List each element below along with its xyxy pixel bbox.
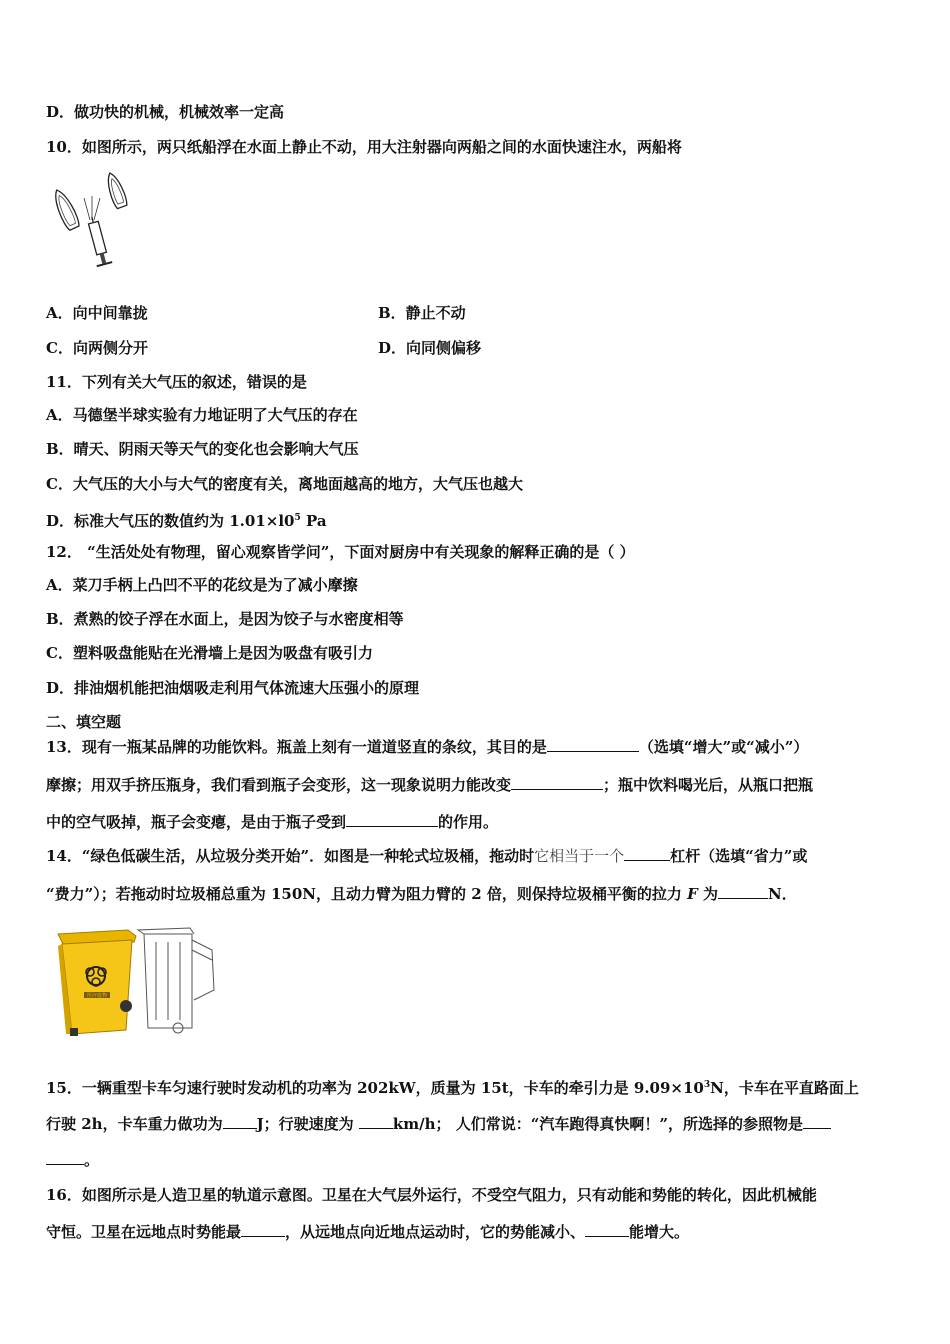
q10-stem: 10．如图所示，两只纸船浮在水面上静止不动，用大注射器向两船之间的水面快速注水，两船将: [46, 138, 682, 156]
blank: [223, 1114, 257, 1129]
q10-option-b: B．静止不动: [378, 304, 466, 322]
left-boat-icon: [50, 187, 81, 231]
q13-line-2: 摩擦；用双手挤压瓶身，我们看到瓶子会变形，这一现象说明力能改变 ；瓶中饮料喝光后，从瓶口把瓶: [46, 776, 814, 794]
q13-line-3: 中的空气吸掉，瓶子会变瘪，是由于瓶子受到 的作用。: [46, 813, 499, 831]
q15-line-1: 15．一辆重型卡车匀速行驶时发动机的功率为 202kW，质量为 15t，卡车的牵引力是 $9.09\times 10^3N$，卡车在平直路面上: [46, 1079, 859, 1097]
q9-option-d: D．做功快的机械，机械效率一定高: [46, 103, 285, 121]
right-boat-icon: [104, 171, 129, 209]
bin-label-text: 医疗废物: [86, 993, 108, 999]
q16-line-1: 16．如图所示是人造卫星的轨道示意图。卫星在大气层外运行，不受空气阻力，只有动能和势能的转化，因此机械能: [46, 1186, 817, 1204]
section-title-fill-blank: 二、填空题: [46, 713, 122, 731]
q12-stem: 12． “生活处处有物理，留心观察皆学问”，下面对厨房中有关现象的解释正确的是（ ）: [46, 543, 635, 561]
blank: [511, 775, 603, 790]
q11-stem: 11．下列有关大气压的叙述，错误的是: [46, 373, 307, 391]
blank: [241, 1222, 285, 1237]
q15-line-3: 。: [46, 1150, 99, 1170]
blank: [718, 884, 768, 899]
q10-option-d: D．向同侧偏移: [378, 339, 482, 357]
yellow-bin-icon: [58, 930, 136, 1036]
blank: [547, 737, 639, 752]
q12-option-a: A．菜刀手柄上凸凹不平的花纹是为了减小摩擦: [46, 576, 358, 594]
q12-option-c: C．塑料吸盘能贴在光滑墙上是因为吸盘有吸引力: [46, 644, 373, 662]
q10-option-c: C．向两侧分开: [46, 339, 148, 357]
q16-line-2: 守恒。卫星在远地点时势能最 ，从远地点向近地点运动时，它的势能减小、 能增大。: [46, 1223, 690, 1241]
q15-line-2: 行驶 2h，卡车重力做功为 J；行驶速度为 km/h； 人们常说：“汽车跑得真快啊！”，所选择的参照物是: [46, 1114, 831, 1134]
blank: [359, 1114, 393, 1129]
blank: [585, 1222, 629, 1237]
outline-bin-icon: [138, 928, 214, 1033]
q10-option-a: A．向中间靠拢: [46, 304, 148, 322]
boats-syringe-figure: [48, 170, 138, 270]
blank: [803, 1114, 831, 1129]
q11-option-d: D．标准大气压的数值约为 $1.01\times l0^5$ Pa: [46, 512, 327, 530]
blank: [624, 846, 670, 861]
blank: [346, 812, 438, 827]
q11-option-c: C．大气压的大小与大气的密度有关，离地面越高的地方，大气压也越大: [46, 475, 523, 493]
trash-bin-figure: [52, 920, 217, 1040]
q12-option-b: B．煮熟的饺子浮在水面上，是因为饺子与水密度相等: [46, 610, 404, 628]
q14-line-2: “费力”）；若拖动时垃圾桶总重为 150N，且动力臂为阻力臂的 2 倍，则保持垃圾桶平衡的拉力 F 为 N．: [46, 885, 797, 903]
q12-option-d: D．排油烟机能把油烟吸走利用气体流速大压强小的原理: [46, 679, 420, 697]
q13-line-1: 13．现有一瓶某品牌的功能饮料。瓶盖上刻有一道道竖直的条纹，其目的是 （选填“增大”或“减小”）: [46, 738, 809, 756]
q11-option-b: B．晴天、阴雨天等天气的变化也会影响大气压: [46, 440, 359, 458]
q14-line-1: 14．“绿色低碳生活，从垃圾分类开始”．如图是一种轮式垃圾桶，拖动时它相当于一个 杠杆（选填“省力”或: [46, 847, 808, 865]
syringe-icon: [84, 215, 112, 266]
blank: [46, 1150, 84, 1165]
q11-option-a: A．马德堡半球实验有力地证明了大气压的存在: [46, 406, 358, 424]
water-jet-icon: [84, 196, 100, 220]
